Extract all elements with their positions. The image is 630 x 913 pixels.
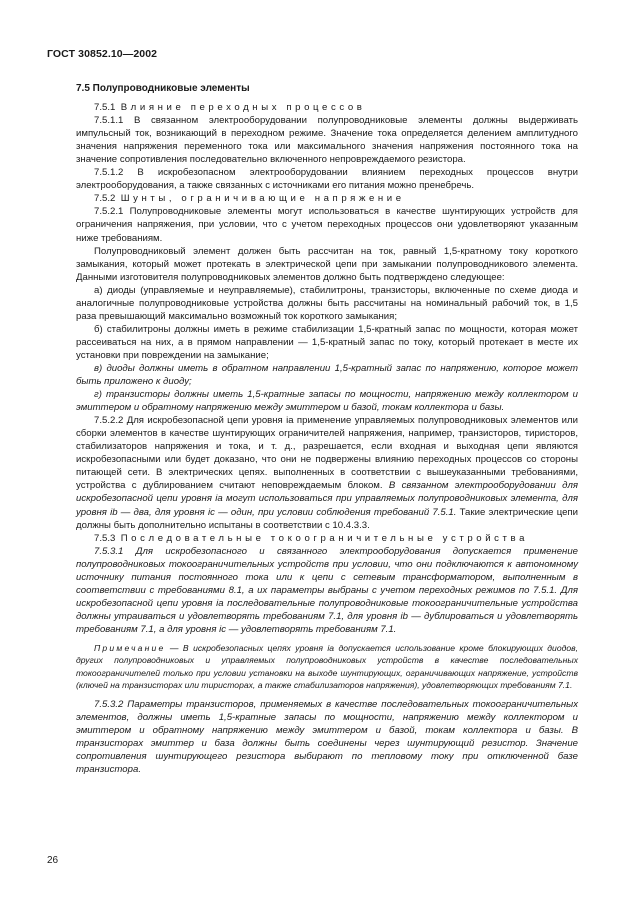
paragraph-7-5-3-1: 7.5.3.1 Для искробезопасного и связанного электрооборудования допускается применение полупроводниковых токоограничительных устройств при условии, что они подключаются к автономному источнику питания постоянного тока или к цепи с сетевым трансформатором, выполненным в соответствии с требованиями 8.1, а их параметры выбраны с учетом переходных режимов по 7.5.1. Для искробезопасной цепи уровня ia последовательные полупроводниковые токоограничительные устройства должны утраиваться и удовлетворять требованиям 7.1, для уровня ib — дублироваться и удовлетворять требованиям 7.1, а для уровня ic — удовлетворять требованиям 7.1. bbox=[76, 545, 578, 635]
list-item-b: б) стабилитроны должны иметь в режиме стабилизации 1,5-кратный запас по мощности, которая может рассеиваться на них, а в прямом направлении — 1,5-кратный запас по току, который протекает в месте их установки при повреждении на замыкание; bbox=[76, 323, 578, 361]
paragraph-7-5-1-2: 7.5.1.2 В искробезопасном электрооборудовании влиянием переходных процессов внутри электрооборудования, а также связанных с источниками его питания можно пренебречь. bbox=[76, 167, 578, 192]
list-item-a: а) диоды (управляемые и неуправляемые), стабилитроны, транзисторы, включенные по схеме диода и аналогичные полупроводниковые устройства должны быть рассчитаны на номинальный рабочий ток, в 1,5 раза превышающий максимально возможный ток короткого замыкания; bbox=[76, 284, 578, 322]
note: Примечание — В искробезопасных цепях уровня ia допускается использование кроме блокирующих диодов, других полупроводниковых и управляемых полупроводниковых устройств в качестве последовательных токоограничителей только при условии установки на выходе шунтирующих, ограничивающих напряжение, устройств (ключей на транзисторах или тиристорах, а также стабилизаторов напряжения), удовлетворяющих требованиям 7.1. bbox=[76, 642, 578, 691]
document-header: ГОСТ 30852.10—2002 bbox=[47, 48, 158, 60]
list-item-v: в) диоды должны иметь в обратном направлении 1,5-кратный запас по напряжению, которое может быть приложено к диоду; bbox=[76, 362, 578, 388]
note-label: Примечание bbox=[94, 642, 166, 653]
subheading-7-5-2: 7.5.2 Шунты, ограничивающие напряжение bbox=[94, 193, 405, 205]
paragraph-7-5-2-1: 7.5.2.1 Полупроводниковые элементы могут использоваться в качестве шунтирующих устройств для ограничения напряжения, при условии, что с учетом переходных процессов они удовлетворяют указанным ниже требованиям. bbox=[76, 206, 578, 244]
document-body bbox=[76, 82, 578, 776]
paragraph-semiconductor-rating: Полупроводниковый элемент должен быть рассчитан на ток, равный 1,5-кратному току короткого замыкания, который может протекать в электрической цепи при замыкании полупроводникового элемента. Данными изготовителя полупроводниковых элементов должно быть подтверждено следующее: bbox=[76, 245, 578, 283]
paragraph-7-5-1-1: 7.5.1.1 В связанном электрооборудовании полупроводниковые элементы должны выдерживать импульсный ток, возникающий в переходном режиме. Значение тока определяется делением амплитудного значения напряжения переменного тока или максимального значения напряжения постоянного тока на значение сопротивления последовательно включенного непровреждаемого резистора. bbox=[76, 115, 578, 166]
paragraph-7-5-2-2: 7.5.2.2 Для искробезопасной цепи уровня ia применение управляемых полупроводниковых элементов или сборки элементов в качестве шунтирующих ограничителей напряжения, например, транзисторов, тиристоров, стабилизаторов напряжения и тока, и т. д., разрешается, если входная и выходная цепи являются искробезопасными или будет доказано, что они не подвержены влиянию переходных процессов со стороны питающей сети. В электрических цепях. выполненных в соответствии с вышеуказанными требованиями, устройства с дублированием считают неповреждаемым блоком. В связанном электрооборудовании для искробезопасной цепи уровня ia могут использоваться при управляемых полупроводниковых элемента, для уровня ib — два, для уровня ic — один, при условии соблюдения требований 7.5.1. Такие электрические цепи должны быть дополнительно испытаны в соответствии с 10.4.3.3. bbox=[76, 415, 578, 531]
subheading-7-5-1: 7.5.1 Влияние переходных процессов bbox=[94, 102, 366, 114]
subheading-7-5-3: 7.5.3 Последовательные токоограничительные устройства bbox=[94, 532, 529, 544]
list-item-g: г) транзисторы должны иметь 1,5-кратные запасы по мощности, напряжению между коллектором и эмиттером и обратному напряжению между эмиттером и базой, токам коллектора и базы. bbox=[76, 389, 578, 414]
page-number: 26 bbox=[47, 855, 59, 866]
paragraph-7-5-3-2: 7.5.3.2 Параметры транзисторов, применяемых в качестве последовательных токоограничительных элементов, должны иметь 1,5-кратные запасы по мощности, напряжению между коллектором и эмиттером и обратному напряжению между эмиттером и базой, токам коллектора и базы. В транзисторах эмиттер и база должны быть соединены через шунтирующий резистор. Значение сопротивления шунтирующего резистора выбирают по тепловому току при отключенной базе транзистора. bbox=[76, 698, 578, 775]
section-title: 7.5 Полупроводниковые элементы bbox=[76, 83, 250, 94]
